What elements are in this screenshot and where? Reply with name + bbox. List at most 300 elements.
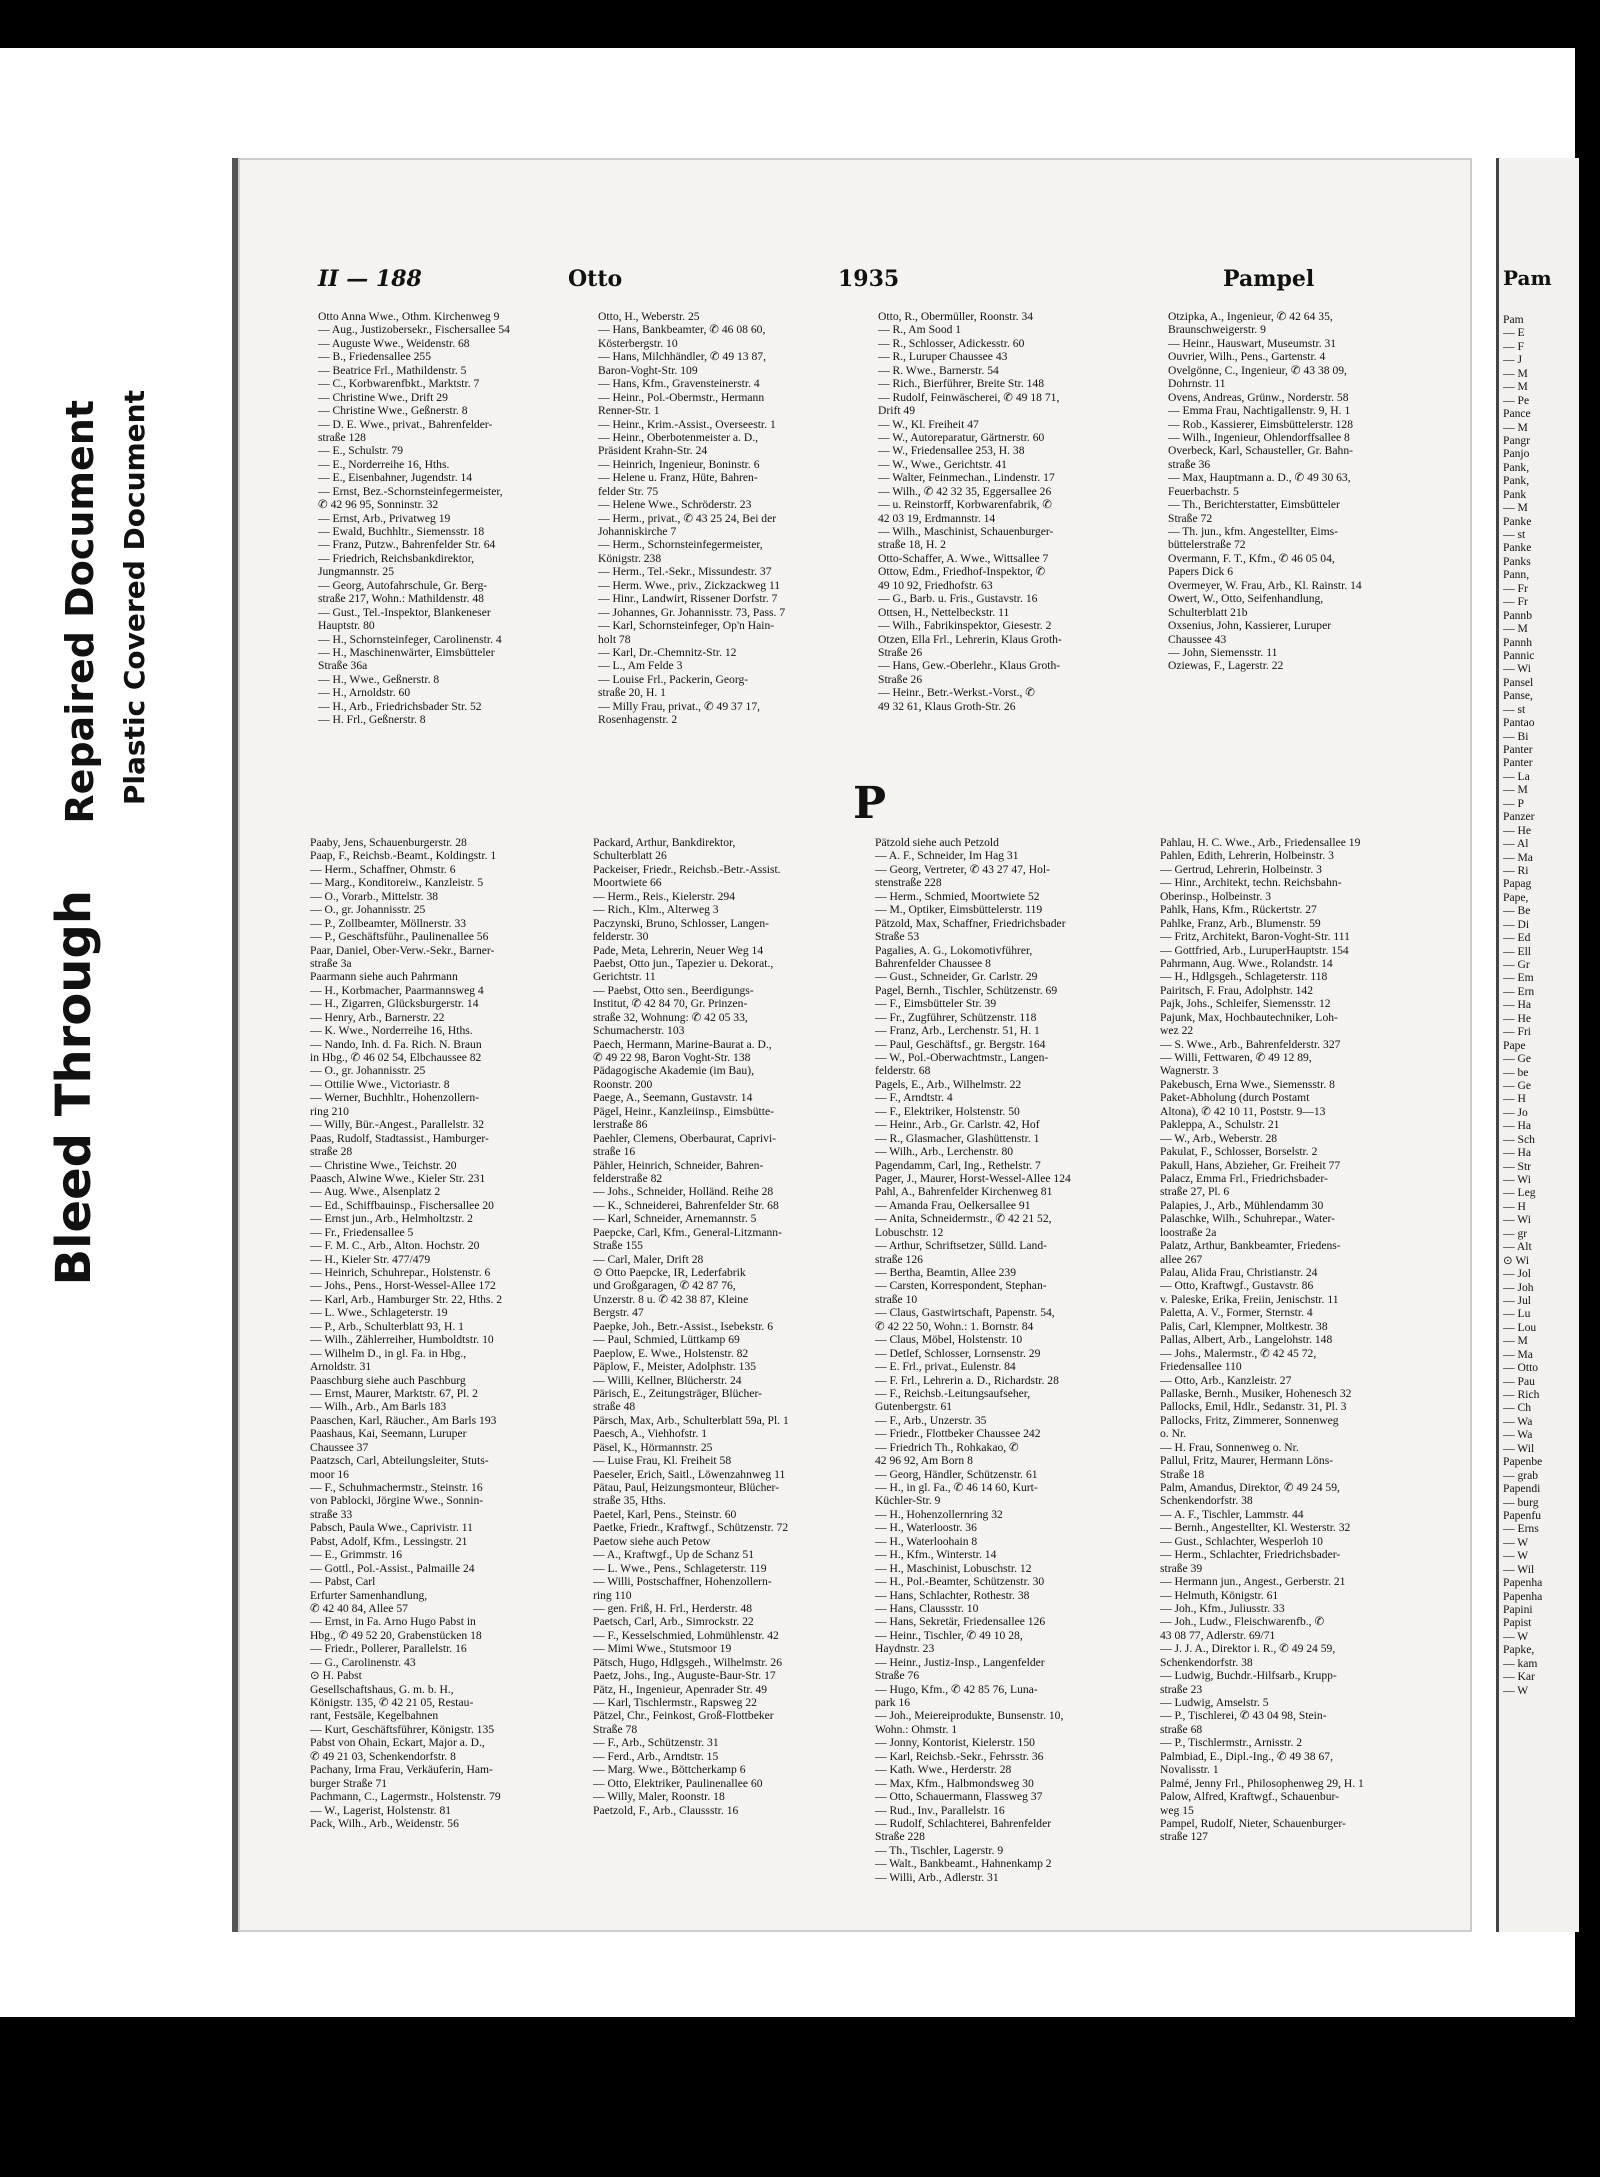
- directory-entry-line: Gerichtstr. 11: [593, 970, 656, 984]
- directory-entry-line: — L. Wwe., Pens., Schlageterstr. 119: [593, 1561, 767, 1575]
- directory-entry-line: — Johannes, Gr. Johannisstr. 73, Pass. 7: [598, 605, 786, 619]
- directory-entry-line: Roonstr. 200: [593, 1077, 653, 1091]
- directory-entry-line: — Fritz, Architekt, Baron-Voght-Str. 111: [1160, 930, 1350, 944]
- directory-entry-line: — W., Pol.-Oberwachtmstr., Langen-: [875, 1051, 1049, 1064]
- directory-entry-line: Panks: [1503, 554, 1531, 568]
- directory-entry-line: — Hans, Kfm., Gravensteinerstr. 4: [598, 377, 760, 391]
- directory-entry-line: Paarmann siehe auch Pahrmann: [310, 970, 458, 984]
- directory-entry-line: Papist: [1503, 1616, 1532, 1630]
- directory-entry-line: stenstraße 228: [875, 876, 942, 890]
- directory-entry-line: Pätz, H., Ingenieur, Apenrader Str. 49: [593, 1682, 768, 1696]
- directory-entry-line: — Bernh., Angestellter, Kl. Westerstr. 32: [1160, 1521, 1351, 1535]
- directory-entry-line: Palatz, Arthur, Bankbeamter, Friedens-: [1160, 1239, 1341, 1253]
- directory-entry-line: Pajunk, Max, Hochbautechniker, Loh-: [1160, 1010, 1338, 1024]
- directory-entry-line: — Th., Berichterstatter, Eimsbütteler: [1168, 498, 1340, 512]
- directory-entry-line: — Johs., Pens., Horst-Wessel-Allee 172: [310, 1279, 496, 1293]
- directory-entry-line: Paatzsch, Carl, Abteilungsleiter, Stuts-: [310, 1454, 489, 1468]
- directory-entry-line: — Hugo, Kfm., ✆ 42 85 76, Luna-: [875, 1682, 1038, 1696]
- directory-entry-line: holt 78: [598, 632, 631, 646]
- directory-entry-line: — Otto, Schauermann, Flassweg 37: [875, 1790, 1043, 1804]
- directory-entry-line: Pannb: [1503, 608, 1532, 622]
- directory-entry-line: — Luise Frau, Kl. Freiheit 58: [593, 1454, 732, 1468]
- directory-entry-line: — Georg, Vertreter, ✆ 43 27 47, Hol-: [875, 862, 1050, 876]
- directory-entry-line: — Aug. Wwe., Alsenplatz 2: [310, 1185, 441, 1199]
- directory-entry-line: 43 08 77, Adlerstr. 69/71: [1160, 1628, 1276, 1642]
- directory-entry-line: — S. Wwe., Arb., Bahrenfelderstr. 327: [1160, 1037, 1341, 1051]
- directory-entry-line: Paeseler, Erich, Saitl., Löwenzahnweg 11: [593, 1467, 786, 1481]
- directory-entry-line: — A. F., Schneider, Im Hag 31: [875, 849, 1019, 863]
- directory-entry-line: — Henry, Arb., Barnerstr. 22: [310, 1010, 445, 1024]
- directory-entry-line: — Hans, Claussstr. 10: [875, 1601, 979, 1615]
- directory-entry-line: — E., Schulstr. 79: [318, 444, 404, 458]
- directory-entry-line: — W., Friedensallee 253, H. 38: [878, 444, 1025, 458]
- directory-entry-line: straße 28: [310, 1145, 353, 1159]
- directory-entry-line: Unzerstr. 8 u. ✆ 42 38 87, Kleine: [593, 1292, 749, 1306]
- directory-entry-line: Päsel, K., Hörmannstr. 25: [593, 1440, 713, 1454]
- directory-entry-line: — F., Elektriker, Holstenstr. 50: [875, 1104, 1020, 1118]
- directory-entry-line: felderstraße 82: [593, 1171, 663, 1185]
- directory-entry-line: — Leg: [1503, 1186, 1536, 1200]
- directory-entry-line: — Otto, Arb., Kanzleistr. 27: [1160, 1373, 1292, 1387]
- directory-entry-line: — Pau: [1503, 1374, 1535, 1388]
- directory-entry-line: Ottsen, H., Nettelbeckstr. 11: [878, 605, 1010, 619]
- directory-entry-line: Straße 228: [875, 1830, 925, 1844]
- directory-entry-line: — W: [1503, 1683, 1529, 1697]
- directory-entry-line: ✆ 42 22 50, Wohn.: 1. Bornstr. 84: [875, 1319, 1034, 1333]
- directory-entry-line: Pärsch, Max, Arb., Schulterblatt 59a, Pl. 1: [593, 1413, 789, 1427]
- directory-entry-line: Packeiser, Friedr., Reichsb.-Betr.-Assist.: [593, 862, 781, 876]
- top-column-3: [878, 310, 1153, 713]
- directory-entry-line: Paket-Abholung (durch Postamt: [1160, 1091, 1310, 1105]
- directory-entry-line: Pagalies, A. G., Lokomotivführer,: [875, 943, 1033, 957]
- directory-entry-line: Johanniskirche 7: [598, 525, 677, 538]
- directory-entry-line: Moortwiete 66: [593, 876, 662, 890]
- directory-entry-line: Paebst, Otto jun., Tapezier u. Dekorat.,: [593, 956, 774, 970]
- directory-entry-line: — P., Geschäftsführ., Paulinenallee 56: [310, 930, 489, 944]
- directory-entry-line: — Hans, Milchhändler, ✆ 49 13 87,: [598, 350, 766, 364]
- directory-entry-line: — Anita, Schneidermstr., ✆ 42 21 52,: [875, 1212, 1052, 1226]
- directory-entry-line: straße 48: [593, 1400, 636, 1414]
- directory-entry-line: Pägel, Heinr., Kanzleiinsp., Eimsbütte-: [593, 1104, 774, 1118]
- directory-entry-line: — Louise Frl., Packerin, Georg-: [598, 672, 749, 686]
- directory-entry-line: park 16: [875, 1696, 911, 1709]
- directory-entry-line: — Bi: [1503, 729, 1529, 743]
- directory-entry-line: — Ma: [1503, 850, 1533, 864]
- directory-entry-line: Palaschke, Wilh., Schuhrepar., Water-: [1160, 1212, 1336, 1226]
- directory-entry-line: — Ludwig, Buchdr.-Hilfsarb., Krupp-: [1160, 1669, 1337, 1683]
- directory-entry-line: Jungmannstr. 25: [318, 565, 395, 579]
- directory-entry-line: 42 03 19, Erdmannstr. 14: [878, 511, 996, 525]
- directory-entry-line: — be: [1503, 1065, 1529, 1079]
- directory-entry-line: Straße 26: [878, 672, 923, 686]
- directory-entry-line: Pachmann, C., Lagermstr., Holstenstr. 79: [310, 1790, 501, 1804]
- directory-entry-line: ⊙ H. Pabst: [310, 1669, 362, 1683]
- directory-entry-line: Novalisstr. 1: [1160, 1763, 1219, 1777]
- directory-entry-line: Paepcke, Carl, Kfm., General-Litzmann-: [593, 1225, 782, 1239]
- directory-entry-line: — gr: [1503, 1226, 1528, 1240]
- directory-entry-line: Paehler, Clemens, Oberbaurat, Caprivi-: [593, 1131, 777, 1145]
- directory-entry-line: — Joh., Kfm., Juliusstr. 33: [1160, 1601, 1285, 1615]
- directory-entry-line: Owert, W., Otto, Seifenhandlung,: [1168, 592, 1324, 606]
- directory-entry-line: Pachany, Irma Frau, Verkäuferin, Ham-: [310, 1763, 493, 1777]
- directory-entry-line: straße 3a: [310, 956, 352, 970]
- directory-entry-line: — D. E. Wwe., privat., Bahrenfelder-: [318, 417, 493, 431]
- directory-entry-line: — P., Zollbeamter, Möllnerstr. 33: [310, 916, 467, 930]
- directory-entry-line: — Gr: [1503, 958, 1530, 971]
- directory-entry-line: — F., Arb., Schützenstr. 31: [593, 1736, 719, 1750]
- directory-entry-line: — Carsten, Korrespondent, Stephan-: [875, 1279, 1047, 1293]
- directory-entry-line: — Arthur, Schriftsetzer, Sülld. Land-: [875, 1239, 1047, 1253]
- directory-entry-line: burger Straße 71: [310, 1776, 388, 1790]
- directory-entry-line: — H., Kfm., Winterstr. 14: [875, 1548, 997, 1562]
- directory-entry-line: — Aug., Justizobersekr., Fischersallee 54: [318, 323, 510, 337]
- directory-entry-line: Papenha: [1503, 1589, 1543, 1603]
- directory-entry-line: — Wa: [1503, 1414, 1533, 1428]
- directory-entry-line: — Jo: [1503, 1105, 1528, 1119]
- directory-entry-line: Pannic: [1503, 648, 1535, 662]
- header-last-entry: Pampel: [1223, 266, 1315, 292]
- directory-entry-line: — F. Frl., Lehrerin a. D., Richardstr. 28: [875, 1373, 1059, 1387]
- directory-entry-line: — E., Eisenbahner, Jugendstr. 14: [318, 471, 473, 485]
- directory-entry-line: — u. Reinstorff, Korbwarenfabrik, ✆: [878, 498, 1053, 512]
- adjacent-page-header: Pam: [1503, 266, 1552, 290]
- directory-entry-line: — Ri: [1503, 863, 1529, 877]
- directory-entry-line: — R., Schlosser, Adickesstr. 60: [878, 336, 1025, 350]
- directory-entry-line: — M: [1503, 1334, 1528, 1348]
- directory-entry-line: — E., Norderreihe 16, Hths.: [318, 457, 450, 471]
- directory-entry-line: Pakull, Hans, Abzieher, Gr. Freiheit 77: [1160, 1158, 1341, 1172]
- directory-entry-line: — M: [1503, 501, 1528, 515]
- directory-entry-line: — Hans, Bankbeamter, ✆ 46 08 60,: [598, 323, 766, 337]
- directory-entry-line: — Fri: [1503, 1025, 1532, 1039]
- directory-entry-line: — J. J. A., Direktor i. R., ✆ 49 24 59,: [1160, 1642, 1336, 1656]
- directory-entry-line: — He: [1503, 1011, 1532, 1025]
- directory-entry-line: — R. Wwe., Barnerstr. 54: [878, 363, 999, 377]
- directory-entry-line: Erfurter Samenhandlung,: [310, 1588, 428, 1602]
- directory-entry-line: straße 10: [875, 1292, 918, 1306]
- directory-entry-line: Schumacherstr. 103: [593, 1024, 685, 1038]
- directory-entry-line: Otzipka, A., Ingenieur, ✆ 42 64 35,: [1168, 310, 1333, 323]
- directory-entry-line: — H., Arb., Friedrichsbader Str. 52: [318, 699, 482, 713]
- directory-entry-line: — Walter, Feinmechan., Lindenstr. 17: [878, 471, 1055, 485]
- directory-entry-line: Pager, J., Maurer, Horst-Wessel-Allee 124: [875, 1171, 1071, 1185]
- directory-entry-line: — W., Autoreparatur, Gärtnerstr. 60: [878, 430, 1045, 444]
- directory-entry-line: 49 10 92, Friedhofstr. 63: [878, 578, 993, 592]
- directory-entry-line: — Wil: [1503, 1441, 1535, 1455]
- directory-entry-line: — st: [1503, 702, 1526, 716]
- directory-entry-line: — Detlef, Schlosser, Lornsenstr. 29: [875, 1346, 1041, 1360]
- directory-entry-line: — Friedrich Th., Rohkakao, ✆: [875, 1440, 1019, 1454]
- directory-entry-line: Pagels, E., Arb., Wilhelmstr. 22: [875, 1077, 1022, 1091]
- directory-entry-line: Palis, Carl, Klempner, Moltkestr. 38: [1160, 1319, 1328, 1333]
- directory-entry-line: Paletta, A. V., Former, Sternstr. 4: [1160, 1306, 1313, 1320]
- directory-entry-line: — Herm., Schaffner, Ohmstr. 6: [310, 862, 456, 876]
- directory-entry-line: Palmbiad, E., Dipl.-Ing., ✆ 49 38 67,: [1160, 1749, 1333, 1763]
- directory-entry-line: Overbeck, Karl, Schausteller, Gr. Bahn-: [1168, 444, 1353, 458]
- directory-entry-line: weg 15: [1160, 1803, 1194, 1817]
- directory-entry-line: Paetsch, Carl, Arb., Simrockstr. 22: [593, 1615, 754, 1629]
- directory-entry-line: — P., Tischlerei, ✆ 43 04 98, Stein-: [1160, 1709, 1327, 1723]
- directory-entry-line: — Th. jun., kfm. Angestellter, Eims-: [1168, 525, 1338, 538]
- directory-entry-line: Pansel: [1503, 675, 1534, 689]
- directory-entry-line: und Großgaragen, ✆ 42 87 76,: [593, 1279, 736, 1293]
- directory-entry-line: — Ch: [1503, 1401, 1532, 1415]
- directory-entry-line: — Kath. Wwe., Herderstr. 28: [875, 1763, 1012, 1777]
- directory-entry-line: — F., Arndtstr. 4: [875, 1091, 953, 1105]
- directory-entry-line: Paesch, A., Viehhofstr. 1: [593, 1427, 708, 1441]
- directory-entry-line: — Heinr., Krim.-Assist., Overseestr. 1: [598, 417, 776, 431]
- directory-entry-line: straße 33: [310, 1507, 353, 1521]
- directory-entry-line: Schenkendorfstr. 38: [1160, 1655, 1253, 1669]
- directory-entry-line: Paasch, Alwine Wwe., Kieler Str. 231: [310, 1171, 486, 1185]
- header-year: 1935: [838, 266, 900, 292]
- directory-entry-line: — Franz, Arb., Lerchenstr. 51, H. 1: [875, 1024, 1040, 1038]
- directory-entry-line: Königstr. 135, ✆ 42 21 05, Restau-: [310, 1696, 474, 1709]
- directory-entry-line: — Str: [1503, 1159, 1532, 1173]
- directory-entry-line: Straße 72: [1168, 511, 1213, 525]
- directory-entry-line: — Kurt, Geschäftsführer, Königstr. 135: [310, 1722, 495, 1736]
- directory-entry-line: — H. Frl., Geßnerstr. 8: [318, 713, 426, 727]
- directory-entry-line: Panse,: [1503, 689, 1533, 703]
- directory-entry-line: büttelerstraße 72: [1168, 538, 1246, 552]
- directory-entry-line: Schulterblatt 26: [593, 849, 667, 863]
- directory-entry-line: — Karl, Dr.-Chemnitz-Str. 12: [598, 645, 737, 659]
- directory-entry-line: Pätzold siehe auch Petzold: [875, 836, 999, 849]
- directory-entry-line: — Herm. Wwe., priv., Zickzackweg 11: [598, 578, 781, 592]
- repaired-document-label: Repaired Document: [58, 400, 102, 824]
- directory-entry-line: Palmé, Jenny Frl., Philosophenweg 29, H. 1: [1160, 1776, 1364, 1790]
- directory-entry-line: Pank: [1503, 487, 1527, 501]
- directory-entry-line: 49 32 61, Klaus Groth-Str. 26: [878, 699, 1016, 713]
- directory-entry-line: allee 267: [1160, 1252, 1203, 1266]
- directory-entry-line: Pakleppa, A., Schulstr. 21: [1160, 1118, 1280, 1132]
- directory-entry-line: — H., Korbmacher, Paarmannsweg 4: [310, 983, 484, 997]
- directory-entry-line: — Ludwig, Amselstr. 5: [1160, 1696, 1269, 1709]
- directory-entry-line: Pangr: [1503, 433, 1531, 447]
- directory-entry-line: straße 36: [1168, 457, 1211, 471]
- directory-entry-line: Schenkendorfstr. 38: [1160, 1494, 1253, 1508]
- directory-entry-line: Paczynski, Bruno, Schlosser, Langen-: [593, 916, 769, 930]
- directory-entry-line: — Hinr., Landwirt, Rissener Dorfstr. 7: [598, 592, 778, 606]
- directory-entry-line: Straße 78: [593, 1722, 638, 1736]
- directory-entry-line: straße 68: [1160, 1722, 1203, 1736]
- directory-entry-line: — Rich., Klm., Alterweg 3: [593, 903, 719, 917]
- directory-entry-line: — F. M. C., Arb., Alton. Hochstr. 20: [310, 1239, 480, 1253]
- directory-entry-line: — Di: [1503, 917, 1530, 931]
- directory-entry-line: — kam: [1503, 1656, 1538, 1670]
- directory-entry-line: ⊙ Wi: [1503, 1253, 1530, 1267]
- directory-entry-line: Haydnstr. 23: [875, 1642, 935, 1656]
- directory-entry-line: — M: [1503, 420, 1528, 434]
- directory-entry-line: straße 127: [1160, 1830, 1208, 1844]
- directory-page: [232, 158, 1472, 1932]
- directory-entry-line: Pantao: [1503, 716, 1535, 730]
- directory-entry-line: Pallul, Fritz, Maurer, Hermann Löns-: [1160, 1454, 1334, 1468]
- directory-entry-line: — M: [1503, 366, 1528, 380]
- directory-entry-line: Gesellschaftshaus, G. m. b. H.,: [310, 1682, 454, 1696]
- directory-entry-line: Küchler-Str. 9: [875, 1494, 941, 1508]
- directory-entry-line: — E: [1503, 326, 1525, 340]
- directory-entry-line: — Herm., privat., ✆ 43 25 24, Bei der: [598, 511, 777, 525]
- directory-entry-line: straße 18, H. 2: [878, 538, 946, 552]
- directory-entry-line: — Heinrich, Ingenieur, Boninstr. 6: [598, 457, 760, 471]
- directory-entry-line: — R., Am Sood 1: [878, 323, 962, 337]
- directory-entry-line: Otto, R., Obermüller, Roonstr. 34: [878, 310, 1034, 323]
- directory-entry-line: — W: [1503, 1549, 1529, 1563]
- directory-entry-line: — Ha: [1503, 1146, 1532, 1160]
- directory-entry-line: Pakebusch, Erna Wwe., Siemensstr. 8: [1160, 1077, 1335, 1091]
- directory-entry-line: straße 20, H. 1: [598, 686, 666, 700]
- directory-entry-line: — Herm., Schmied, Moortwiete 52: [875, 889, 1040, 903]
- directory-entry-line: Paaby, Jens, Schauenburgerstr. 28: [310, 836, 467, 849]
- directory-entry-line: Ouvrier, Wilh., Pens., Gartenstr. 4: [1168, 350, 1326, 364]
- adjacent-page-edge: [1496, 158, 1579, 1932]
- directory-entry-line: — Marg., Konditoreiw., Kanzleistr. 5: [310, 876, 484, 890]
- directory-entry-line: — Rudolf, Schlachterei, Bahrenfelder: [875, 1816, 1052, 1830]
- directory-entry-line: Oberinsp., Holbeinstr. 3: [1160, 889, 1272, 903]
- directory-entry-line: Paetow siehe auch Petow: [593, 1534, 711, 1548]
- directory-entry-line: Palow, Alfred, Kraftwgf., Schauenbur-: [1160, 1790, 1339, 1804]
- directory-entry-line: — H., Wwe., Geßnerstr. 8: [318, 672, 440, 686]
- directory-entry-line: Papenha: [1503, 1576, 1543, 1590]
- directory-entry-line: — Christine Wwe., Teichstr. 20: [310, 1158, 457, 1172]
- directory-entry-line: Palacz, Emma Frl., Friedrichsbader-: [1160, 1171, 1328, 1185]
- directory-entry-line: — Otto, Kraftwgf., Gustavstr. 86: [1160, 1279, 1314, 1293]
- directory-entry-line: — Rud., Inv., Parallelstr. 16: [875, 1803, 1005, 1817]
- directory-entry-line: — Jonny, Kontorist, Kielerstr. 150: [875, 1736, 1035, 1750]
- directory-entry-line: 42 96 92, Am Born 8: [875, 1454, 973, 1468]
- directory-entry-line: Pampel, Rudolf, Nieter, Schauenburger-: [1160, 1816, 1346, 1830]
- directory-entry-line: — Th., Tischler, Lagerstr. 9: [875, 1843, 1004, 1857]
- directory-entry-line: — O., gr. Johannisstr. 25: [310, 1064, 426, 1078]
- directory-entry-line: — Ewald, Buchhltr., Siemensstr. 18: [318, 525, 485, 538]
- directory-entry-line: Pätzel, Chr., Feinkost, Groß-Flottbeker: [593, 1709, 774, 1723]
- directory-entry-line: — Ernst, in Fa. Arno Hugo Pabst in: [310, 1615, 476, 1629]
- directory-entry-line: — Heinr., Betr.-Werkst.-Vorst., ✆: [878, 686, 1036, 700]
- directory-entry-line: — Rudolf, Feinwäscherei, ✆ 49 18 71,: [878, 390, 1060, 404]
- directory-entry-line: — Hermann jun., Angest., Gerberstr. 21: [1160, 1575, 1346, 1589]
- directory-entry-line: — burg: [1503, 1495, 1539, 1509]
- directory-entry-line: Pank,: [1503, 460, 1530, 474]
- directory-entry-line: Bergstr. 47: [593, 1306, 644, 1320]
- directory-entry-line: — Kar: [1503, 1670, 1535, 1684]
- directory-entry-line: Paaschburg siehe auch Paschburg: [310, 1373, 466, 1387]
- directory-entry-line: Schulterblatt 21b: [1168, 605, 1248, 619]
- directory-entry-line: Papke,: [1503, 1643, 1535, 1657]
- directory-entry-line: wez 22: [1160, 1024, 1194, 1038]
- directory-entry-line: — L., Am Felde 3: [598, 659, 683, 673]
- directory-entry-line: — Fr: [1503, 595, 1528, 609]
- directory-entry-line: — Friedr., Flottbeker Chaussee 242: [875, 1427, 1041, 1441]
- directory-entry-line: — Friedr., Pollerer, Parallelstr. 16: [310, 1642, 467, 1656]
- directory-entry-line: — Hans, Schlachter, Rothestr. 38: [875, 1588, 1030, 1602]
- directory-entry-line: Otzen, Ella Frl., Lehrerin, Klaus Groth-: [878, 632, 1062, 646]
- directory-entry-line: — Willi, Kellner, Blücherstr. 24: [593, 1373, 742, 1387]
- top-column-1: [318, 310, 588, 727]
- directory-entry-line: Pallocks, Fritz, Zimmerer, Sonnenweg: [1160, 1413, 1339, 1427]
- directory-entry-line: — Wilhelm D., in gl. Fa. in Hbg.,: [310, 1346, 467, 1360]
- directory-entry-line: — Fr., Friedensallee 5: [310, 1225, 414, 1239]
- directory-entry-line: — Pe: [1503, 393, 1530, 407]
- directory-entry-line: — Christine Wwe., Geßnerstr. 8: [318, 404, 468, 418]
- directory-entry-line: — Wilh., Arb., Lerchenstr. 80: [875, 1145, 1014, 1159]
- directory-entry-line: — Heinrich, Schuhrepar., Holstenstr. 6: [310, 1266, 491, 1279]
- directory-entry-line: Friedensallee 110: [1160, 1360, 1242, 1374]
- directory-entry-line: — Beatrice Frl., Mathildenstr. 5: [318, 363, 467, 377]
- directory-entry-line: in Hbg., ✆ 46 02 54, Elbchaussee 82: [310, 1051, 482, 1064]
- directory-entry-line: Oziewas, F., Lagerstr. 22: [1168, 659, 1284, 673]
- directory-entry-line: Pannh: [1503, 635, 1532, 649]
- directory-entry-line: Papers Dick 6: [1168, 565, 1234, 579]
- directory-entry-line: Pann,: [1503, 568, 1530, 582]
- directory-entry-line: — Ernst, Maurer, Marktstr. 67, Pl. 2: [310, 1386, 478, 1400]
- directory-entry-line: — Rob., Kassierer, Eimsbüttelerstr. 128: [1168, 417, 1354, 431]
- directory-entry-line: — Ottilie Wwe., Victoriastr. 8: [310, 1077, 450, 1091]
- directory-entry-line: Oxsenius, John, Kassierer, Luruper: [1168, 619, 1332, 633]
- directory-entry-line: lerstraße 86: [593, 1118, 648, 1132]
- directory-entry-line: — Wi: [1503, 1213, 1531, 1227]
- directory-entry-line: Pahlke, Franz, Arb., Blumenstr. 59: [1160, 916, 1321, 930]
- directory-entry-line: — C., Korbwarenfbkt., Marktstr. 7: [318, 377, 480, 391]
- directory-entry-line: Palau, Alida Frau, Christianstr. 24: [1160, 1266, 1318, 1279]
- directory-entry-line: — H., Waterloohain 8: [875, 1534, 978, 1548]
- directory-entry-line: Gutenbergstr. 61: [875, 1400, 953, 1414]
- directory-entry-line: Panzer: [1503, 810, 1535, 824]
- directory-entry-line: Straße 18: [1160, 1467, 1205, 1481]
- directory-entry-line: Pätzold, Max, Schaffner, Friedrichsbader: [875, 916, 1066, 930]
- directory-entry-line: Königstr. 238: [598, 551, 662, 565]
- directory-entry-line: straße 27, Pl. 6: [1160, 1185, 1230, 1199]
- directory-entry-line: Feuerbachstr. 5: [1168, 484, 1239, 498]
- directory-entry-line: Päplow, F., Meister, Adolphstr. 135: [593, 1360, 757, 1374]
- bleed-through-label: Bleed Through: [46, 890, 102, 1286]
- directory-entry-line: — Willy, Bür.-Angest., Parallelstr. 32: [310, 1118, 485, 1132]
- directory-entry-line: — Sch: [1503, 1132, 1535, 1146]
- directory-entry-line: — Gust., Schlachter, Wesperloh 10: [1160, 1534, 1323, 1548]
- directory-entry-line: — H., Waterloostr. 36: [875, 1521, 977, 1535]
- directory-entry-line: Institut, ✆ 42 84 70, Gr. Prinzen-: [593, 997, 748, 1011]
- directory-entry-line: — Hinr., Architekt, techn. Reichsbahn-: [1160, 876, 1342, 890]
- directory-entry-line: — Heinr., Oberbotenmeister a. D.,: [598, 430, 759, 444]
- directory-entry-line: — Willi, Postschaffner, Hohenzollern-: [593, 1575, 772, 1589]
- directory-entry-line: — Karl, Schneider, Arnemannstr. 5: [593, 1212, 757, 1226]
- directory-entry-line: — Ferd., Arb., Arndtstr. 15: [593, 1749, 719, 1763]
- directory-entry-line: Paege, A., Seemann, Gustavstr. 14: [593, 1091, 753, 1105]
- directory-entry-line: o. Nr.: [1160, 1427, 1187, 1441]
- directory-entry-line: — Wa: [1503, 1428, 1533, 1442]
- directory-entry-line: Otto Anna Wwe., Othm. Kirchenweg 9: [318, 310, 500, 323]
- directory-entry-line: Palm, Amandus, Direktor, ✆ 49 24 59,: [1160, 1481, 1340, 1494]
- directory-entry-line: Overmann, F. T., Kfm., ✆ 46 05 04,: [1168, 551, 1335, 565]
- directory-entry-line: Paetzold, F., Arb., Claussstr. 16: [593, 1803, 739, 1817]
- directory-entry-line: — H., Hdlgsgeh., Schlageterstr. 118: [1160, 970, 1328, 984]
- directory-entry-line: — W: [1503, 1535, 1529, 1549]
- directory-entry-line: Panter: [1503, 756, 1533, 770]
- directory-entry-line: — Herm., Tel.-Sekr., Missundestr. 37: [598, 565, 772, 579]
- directory-entry-line: Baron-Voght-Str. 109: [598, 363, 698, 377]
- page-header: [318, 266, 1408, 294]
- directory-entry-line: Dohrnstr. 11: [1168, 377, 1226, 391]
- directory-entry-line: straße 39: [1160, 1561, 1203, 1575]
- directory-entry-line: Palapies, J., Arb., Mühlendamm 30: [1160, 1198, 1324, 1212]
- directory-entry-line: — H., Pol.-Beamter, Schützenstr. 30: [875, 1575, 1045, 1589]
- directory-entry-line: Panjo: [1503, 447, 1530, 461]
- directory-entry-line: Pabsch, Paula Wwe., Caprivistr. 11: [310, 1521, 473, 1535]
- directory-entry-line: v. Paleske, Erika, Freiin, Jenischstr. 11: [1160, 1292, 1339, 1306]
- directory-entry-line: straße 32, Wohnung: ✆ 42 05 33,: [593, 1010, 748, 1024]
- directory-entry-line: Pabst von Ohain, Eckart, Major a. D.,: [310, 1736, 485, 1750]
- directory-entry-line: — Herm., Schlachter, Friedrichsbader-: [1160, 1548, 1341, 1562]
